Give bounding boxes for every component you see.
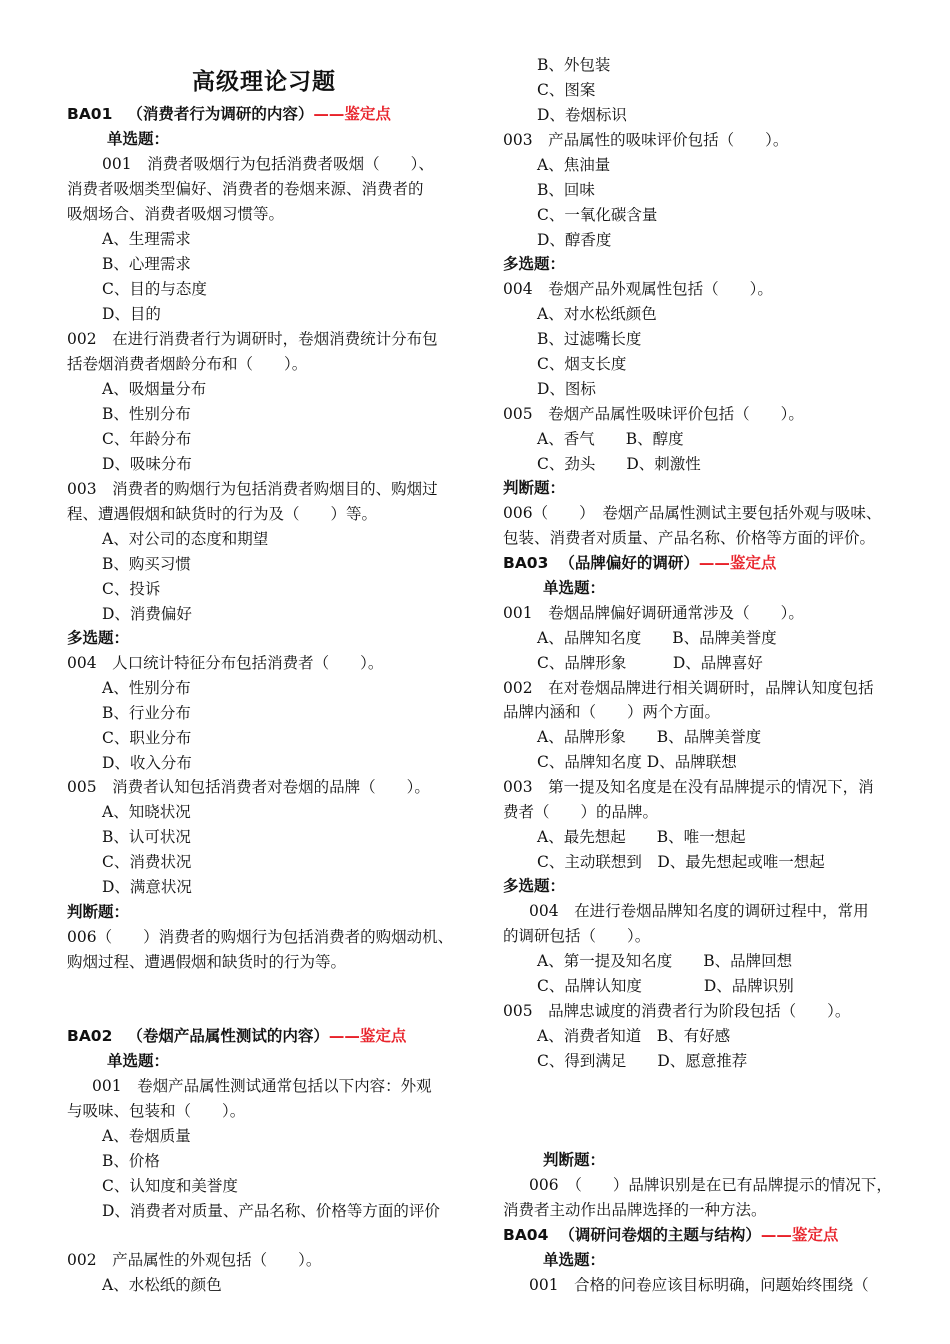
question-text: 吸烟场合、消费者吸烟习惯等。 bbox=[67, 205, 285, 223]
section-tag: ——鉴定点 bbox=[328, 1027, 407, 1045]
option: D、目的 bbox=[102, 305, 161, 323]
question-type-judge: 判断题： bbox=[543, 1151, 606, 1169]
option: B、外包装 bbox=[537, 56, 611, 74]
question-text: 004 卷烟产品外观属性包括（ ）。 bbox=[503, 280, 773, 298]
section-tag: ——鉴定点 bbox=[313, 105, 391, 123]
question-text: 003 消费者的购烟行为包括消费者购烟目的、购烟过 bbox=[67, 480, 438, 498]
option: B、价格 bbox=[102, 1152, 160, 1170]
question-text: 005 消费者认知包括消费者对卷烟的品牌（ ）。 bbox=[67, 778, 430, 796]
option: C、一氧化碳含量 bbox=[537, 206, 658, 224]
section-code: BA01 bbox=[67, 105, 113, 123]
option: C、认知度和美誉度 bbox=[102, 1177, 238, 1195]
option: C、消费状况 bbox=[102, 853, 192, 871]
question-text: 消费者主动作出品牌选择的一种方法。 bbox=[503, 1201, 767, 1219]
question-text: 的调研包括（ ）。 bbox=[503, 927, 651, 945]
option: A、最先想起 B、唯一想起 bbox=[537, 828, 746, 846]
option: A、品牌知名度 B、品牌美誉度 bbox=[537, 629, 777, 647]
option: A、品牌形象 B、品牌美誉度 bbox=[537, 728, 762, 746]
question-text: 包装、消费者对质量、产品名称、价格等方面的评价。 bbox=[503, 529, 876, 547]
question-type-multi: 多选题： bbox=[67, 629, 130, 647]
question-text: 002 在进行消费者行为调研时，卷烟消费统计分布包 bbox=[67, 330, 438, 348]
section-tag: ——鉴定点 bbox=[698, 554, 777, 572]
option: B、性别分布 bbox=[102, 405, 191, 423]
question-text: 括卷烟消费者烟龄分布和（ ）。 bbox=[67, 355, 308, 373]
option: B、认可状况 bbox=[102, 828, 191, 846]
option: C、烟支长度 bbox=[537, 355, 627, 373]
question-type-single: 单选题： bbox=[107, 1052, 170, 1070]
question-type-judge: 判断题： bbox=[503, 479, 566, 497]
option: C、年龄分布 bbox=[102, 430, 192, 448]
section-code: BA04 bbox=[503, 1226, 549, 1244]
section-name: （品牌偏好的调研） bbox=[559, 554, 699, 572]
section-header-ba03 bbox=[503, 553, 776, 575]
option: C、目的与态度 bbox=[102, 280, 207, 298]
question-text: 购烟过程、遭遇假烟和缺货时的行为等。 bbox=[67, 953, 347, 971]
option: A、对水松纸颜色 bbox=[537, 305, 657, 323]
section-code: BA02 bbox=[67, 1027, 113, 1045]
option: C、品牌形象 D、品牌喜好 bbox=[537, 654, 763, 672]
question-type-judge: 判断题： bbox=[67, 903, 130, 921]
option: A、对公司的态度和期望 bbox=[102, 530, 269, 548]
question-text: 品牌内涵和（ ）两个方面。 bbox=[503, 703, 721, 721]
option: B、过滤嘴长度 bbox=[537, 330, 642, 348]
option: B、行业分布 bbox=[102, 704, 191, 722]
question-text: 001 卷烟品牌偏好调研通常涉及（ ）。 bbox=[503, 604, 804, 622]
option: D、满意状况 bbox=[102, 878, 192, 896]
question-text: 003 产品属性的吸味评价包括（ ）。 bbox=[503, 131, 789, 149]
option: A、水松纸的颜色 bbox=[102, 1276, 222, 1294]
question-type-single: 单选题： bbox=[543, 1251, 606, 1269]
section-name: （调研问卷烟的主题与结构） bbox=[559, 1226, 761, 1244]
section-header-ba04 bbox=[503, 1225, 838, 1247]
page-title: 高级理论习题 bbox=[192, 69, 336, 95]
section-name: （消费者行为调研的内容） bbox=[127, 105, 314, 123]
question-text: 006（ ） 卷烟产品属性测试主要包括外观与吸味、 bbox=[503, 504, 882, 522]
option: D、收入分布 bbox=[102, 754, 192, 772]
question-text: 002 产品属性的外观包括（ ）。 bbox=[67, 1251, 322, 1269]
option: C、图案 bbox=[537, 81, 596, 99]
section-header-ba01 bbox=[67, 104, 391, 126]
option: A、卷烟质量 bbox=[102, 1127, 191, 1145]
question-text: 004 在进行卷烟品牌知名度的调研过程中，常用 bbox=[529, 902, 869, 920]
question-text: 程、遭遇假烟和缺货时的行为及（ ）等。 bbox=[67, 505, 378, 523]
option: A、消费者知道 B、有好感 bbox=[537, 1027, 731, 1045]
question-type-single: 单选题： bbox=[543, 579, 606, 597]
question-text: 001 合格的问卷应该目标明确，问题始终围绕（ bbox=[529, 1276, 869, 1294]
option: D、吸味分布 bbox=[102, 455, 192, 473]
option: A、香气 B、醇度 bbox=[537, 430, 684, 448]
question-text: 003 第一提及知名度是在没有品牌提示的情况下，消 bbox=[503, 778, 874, 796]
section-tag: ——鉴定点 bbox=[760, 1226, 839, 1244]
question-text: 005 品牌忠诚度的消费者行为阶段包括（ ）。 bbox=[503, 1002, 851, 1020]
section-header-ba02 bbox=[67, 1026, 406, 1048]
option: A、焦油量 bbox=[537, 156, 611, 174]
option: D、图标 bbox=[537, 380, 596, 398]
option: A、吸烟量分布 bbox=[102, 380, 207, 398]
option: A、第一提及知名度 B、品牌回想 bbox=[537, 952, 793, 970]
question-text: 004 人口统计特征分布包括消费者（ ）。 bbox=[67, 654, 384, 672]
question-type-multi: 多选题： bbox=[503, 255, 566, 273]
option: D、醇香度 bbox=[537, 231, 612, 249]
option: A、生理需求 bbox=[102, 230, 191, 248]
question-text: 与吸味、包装和（ ）。 bbox=[67, 1102, 246, 1120]
question-type-single: 单选题： bbox=[107, 130, 170, 148]
option: B、心理需求 bbox=[102, 255, 191, 273]
option: B、回味 bbox=[537, 181, 595, 199]
section-code: BA03 bbox=[503, 554, 549, 572]
option: D、消费偏好 bbox=[102, 605, 192, 623]
question-type-multi: 多选题： bbox=[503, 877, 566, 895]
option: B、购买习惯 bbox=[102, 555, 191, 573]
option: C、职业分布 bbox=[102, 729, 192, 747]
option: D、卷烟标识 bbox=[537, 106, 627, 124]
option: C、主动联想到 D、最先想起或唯一想起 bbox=[537, 853, 825, 871]
option: D、消费者对质量、产品名称、价格等方面的评价 bbox=[102, 1202, 440, 1220]
question-text: 001 消费者吸烟行为包括消费者吸烟（ ）、 bbox=[102, 155, 434, 173]
option: C、劲头 D、刺激性 bbox=[537, 455, 701, 473]
question-text: 006（ ）消费者的购烟行为包括消费者的购烟动机、 bbox=[67, 928, 454, 946]
question-text: 001 卷烟产品属性测试通常包括以下内容：外观 bbox=[92, 1077, 432, 1095]
option: C、投诉 bbox=[102, 580, 161, 598]
option: C、品牌认知度 D、品牌识别 bbox=[537, 977, 794, 995]
option: C、品牌知名度 D、品牌联想 bbox=[537, 753, 737, 771]
question-text: 006 （ ）品牌识别是在已有品牌提示的情况下， bbox=[529, 1176, 892, 1194]
option: A、性别分布 bbox=[102, 679, 191, 697]
question-text: 005 卷烟产品属性吸味评价包括（ ）。 bbox=[503, 405, 804, 423]
question-text: 费者（ ）的品牌。 bbox=[503, 803, 659, 821]
question-text: 002 在对卷烟品牌进行相关调研时，品牌认知度包括 bbox=[503, 679, 874, 697]
question-text: 消费者吸烟类型偏好、消费者的卷烟来源、消费者的 bbox=[67, 180, 424, 198]
option: A、知晓状况 bbox=[102, 803, 191, 821]
section-name: （卷烟产品属性测试的内容） bbox=[127, 1027, 329, 1045]
option: C、得到满足 D、愿意推荐 bbox=[537, 1052, 748, 1070]
